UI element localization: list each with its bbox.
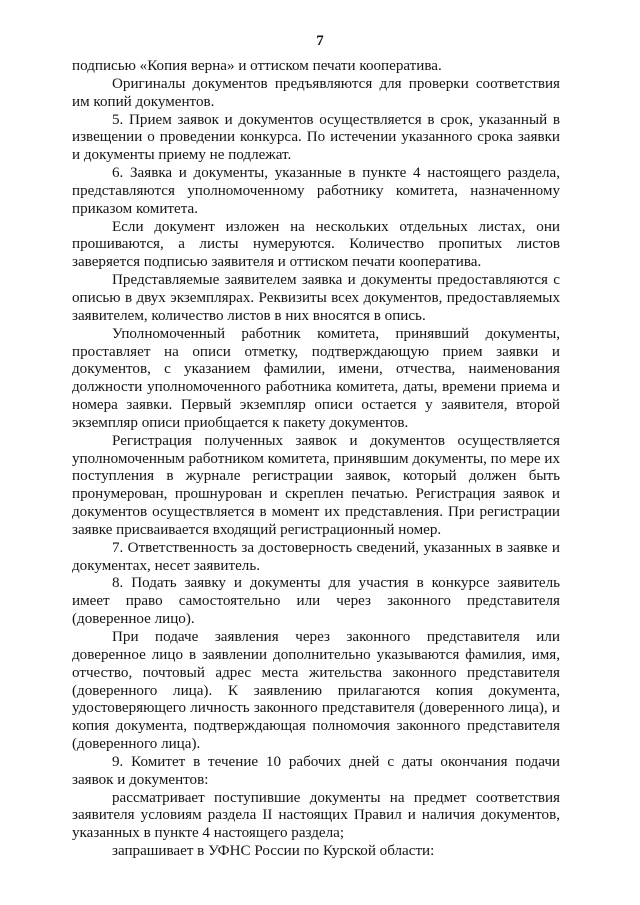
page-number: 7	[316, 33, 324, 49]
paragraph-1: подписью «Копия верна» и оттиском печати кооператива.	[72, 58, 442, 74]
paragraph-10: 8. Подать заявку и документы для участия в конкурсе заявитель имеет право самостоятельно или через законного представителя (доверенное лицо).	[72, 575, 560, 628]
paragraph-4: 6. Заявка и документы, указанные в пункте 4 настоящего раздела, представляются уполномоченному работнику комитета, назначенному приказом комитета.	[72, 165, 560, 217]
paragraph-8: Регистрация полученных заявок и документов осуществляется уполномоченным работником комитета, принявшим документы, по мере их поступления в журнале регистрации заявок, который должен быть пронумерован, прошнурован и скреплен печатью. Регистрация заявок и документов осуществляется в момент их представления. При регистрации заявке присваивается входящий регистрационный номер.	[72, 432, 560, 538]
paragraph-12: 9. Комитет в течение 10 рабочих дней с даты окончания подачи заявок и документов:	[72, 753, 560, 788]
paragraph-14: запрашивает в УФНС России по Курской области:	[112, 843, 435, 860]
paragraph-7: Уполномоченный работник комитета, принявший документы, проставляет на описи отметку, подтверждающую прием заявки и документов, с указанием фамилии, имени, отчества, наименования должности уполномоченного работника комитета, даты, времени приема и номера заявки. Первый экземпляр описи остается у заявителя, второй экземпляр описи приобщается к пакету документов.	[72, 325, 560, 431]
paragraph-5: Если документ изложен на нескольких отдельных листах, они прошиваются, а листы нумеруются. Количество пропитых листов заверяется подписью заявителя и оттиском печати кооператива.	[72, 218, 560, 271]
paragraph-13: рассматривает поступившие документы на предмет соответствия заявителя условиям раздела II настоящих Правил и наличия документов, указанных в пункте 4 настоящего раздела;	[72, 789, 560, 842]
paragraph-9: 7. Ответственность за достоверность сведений, указанных в заявке и документах, несет заявитель.	[72, 539, 560, 574]
paragraph-3: 5. Прием заявок и документов осуществляется в срок, указанный в извещении о проведении конкурса. По истечении указанного срока заявки и документы приему не подлежат.	[72, 111, 560, 164]
paragraph-11: При подаче заявления через законного представителя или доверенное лицо в заявлении дополнительно указываются фамилия, имя, отчество, почтовый адрес места жительства законного представителя (доверенного лица). К заявлению прилагаются копия документа, удостоверяющего личность законного представителя (доверенного лица), и копия документа, подтверждающая полномочия законного представителя (доверенного лица).	[72, 629, 560, 753]
paragraph-6: Представляемые заявителем заявка и документы предоставляются с описью в двух экземплярах. Реквизиты всех документов, предоставляемых заявителем, количество листов в них вносятся в опись.	[72, 272, 560, 324]
document-body	[72, 58, 560, 861]
paragraph-2: Оригиналы документов предъявляются для проверки соответствия им копий документов.	[72, 75, 560, 110]
